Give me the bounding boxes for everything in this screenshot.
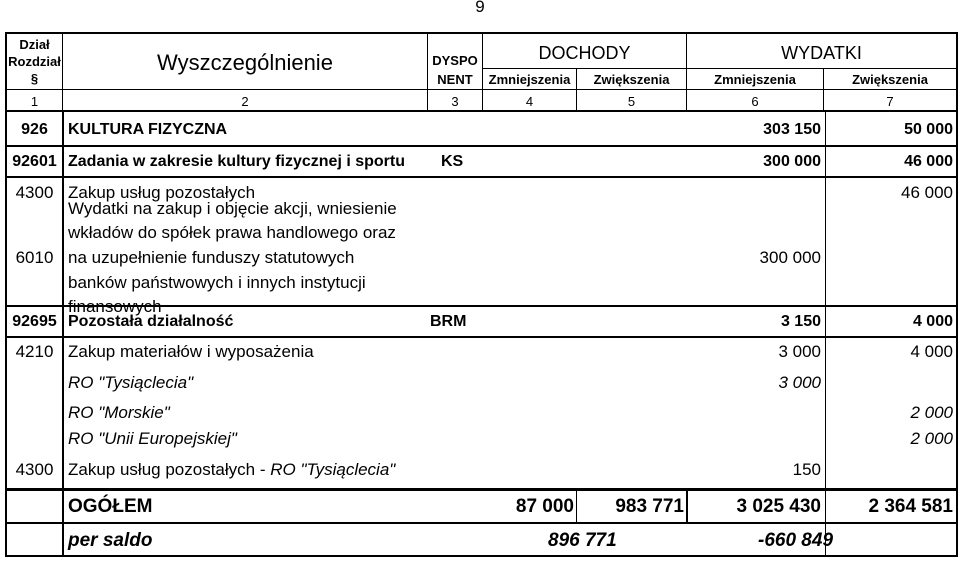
header-dochody: DOCHODY: [538, 43, 631, 63]
wydatki-zwiekszenia: 4 000: [912, 313, 953, 330]
col-number-6: 6: [751, 94, 759, 109]
wydatki-zmniejszenia: 300 000: [763, 153, 821, 170]
row-dysponent: KS: [441, 153, 464, 170]
wydatki-zwiekszenia: 46 000: [901, 183, 953, 202]
row-code: 92601: [12, 153, 57, 170]
wydatki-zmniejszenia: 3 150: [780, 313, 821, 330]
row-name: KULTURA FIZYCZNA: [68, 121, 228, 138]
col-number-2: 2: [241, 94, 249, 109]
row-name-line: finansowych: [68, 297, 162, 316]
row-dysponent: BRM: [430, 313, 467, 330]
row-name: Zadania w zakresie kultury fizycznej i sportu: [68, 153, 405, 170]
row-code: 4300: [15, 460, 54, 479]
row-name: [68, 461, 395, 478]
header-dyspo-1: DYSPO: [432, 53, 478, 68]
row-name: Pozostała działalność: [68, 313, 234, 330]
wydatki-zmniejszenia: 3 000: [778, 342, 821, 361]
dochody-zmniejszenia-total: 87 000: [515, 496, 574, 517]
row-name: RO "Tysiąclecia": [68, 373, 194, 392]
wydatki-zmniejszenia: 3 000: [778, 373, 821, 392]
col-number-7: 7: [886, 94, 894, 109]
row-code: 4300: [15, 183, 54, 202]
row-name-line: wkładów do spółek prawa handlowego oraz: [68, 223, 396, 242]
row-name: RO "Morskie": [68, 403, 170, 422]
header-doch-zwi: Zwiększenia: [593, 72, 670, 87]
header-rozdzial: Rozdział: [8, 54, 61, 69]
row-name: Zakup materiałów i wyposażenia: [68, 342, 314, 361]
wydatki-saldo: -660 849: [758, 530, 834, 551]
row-code: 6010: [15, 248, 54, 267]
wydatki-zwiekszenia-total: 2 364 581: [868, 496, 953, 517]
row-name-text: Zakup usług pozostałych -: [68, 460, 271, 479]
wydatki-zwiekszenia: 50 000: [904, 121, 953, 138]
wydatki-zwiekszenia: 46 000: [904, 153, 953, 170]
dochody-zwiekszenia-total: 983 771: [615, 496, 684, 517]
header-wyd-zwi: Zwiększenia: [852, 72, 928, 87]
col-number-3: 3: [451, 94, 459, 109]
wydatki-zwiekszenia: 2 000: [910, 429, 953, 448]
header-wyd-zmn: Zmniejszenia: [714, 72, 796, 87]
row-name-line: banków państwowych i innych instytucji: [68, 273, 366, 292]
row-name: RO "Unii Europejskiej": [68, 429, 237, 448]
row-name-italic: RO "Tysiąclecia": [270, 460, 396, 479]
header-doch-zmn: Zmniejszenia: [488, 72, 571, 87]
row-name-line: na uzupełnienie funduszy statutowych: [68, 248, 355, 267]
page-number: 9: [475, 0, 485, 16]
row-code: 4210: [15, 342, 54, 361]
header-wydatki: WYDATKI: [781, 43, 862, 63]
row-code: 926: [21, 121, 48, 138]
total-label: OGÓŁEM: [68, 496, 153, 517]
header-paragraf: §: [30, 71, 39, 86]
header-dzial: Dział: [19, 37, 50, 52]
header-wyszczegolnienie: Wyszczególnienie: [157, 50, 333, 75]
row-name: Zakup usług pozostałych: [68, 183, 256, 202]
col-number-4: 4: [525, 94, 534, 109]
saldo-label: per saldo: [68, 530, 153, 551]
wydatki-zwiekszenia: 4 000: [910, 342, 953, 361]
wydatki-zmniejszenia: 303 150: [763, 121, 821, 138]
col-number-5: 5: [627, 94, 636, 109]
dochody-saldo: 896 771: [548, 530, 617, 551]
row-name-line: Wydatki na zakup i objęcie akcji, wniesienie: [68, 199, 397, 218]
wydatki-zmniejszenia: 150: [792, 460, 821, 479]
row-name-multiline: [68, 197, 420, 316]
wydatki-zwiekszenia: 2 000: [910, 403, 953, 422]
col-number-1: 1: [30, 94, 39, 109]
row-code: 92695: [12, 313, 57, 330]
wydatki-zmniejszenia: 300 000: [759, 248, 821, 267]
wydatki-zmniejszenia-total: 3 025 430: [736, 496, 821, 517]
header-dyspo-2: NENT: [437, 72, 473, 87]
